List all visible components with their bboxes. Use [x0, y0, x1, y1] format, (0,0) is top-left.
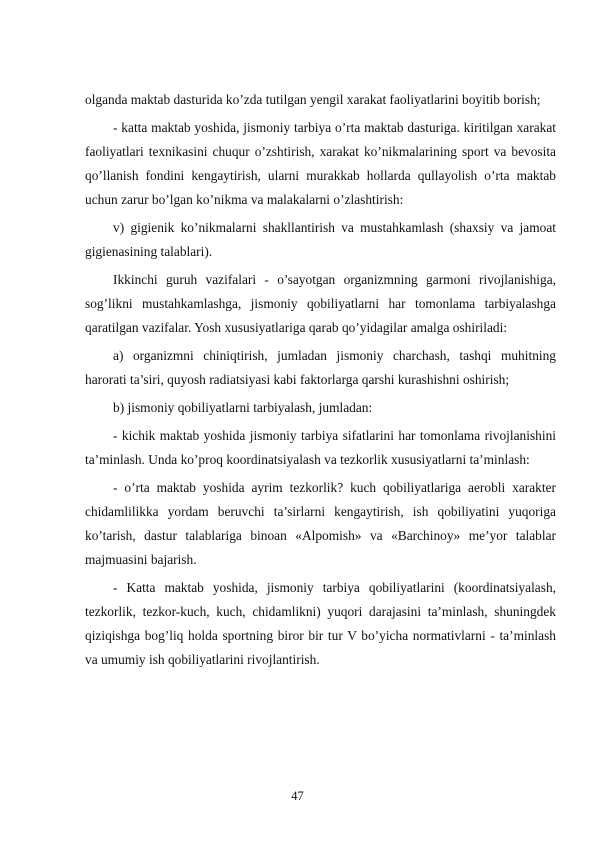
paragraph-1: olganda maktab dasturida ko’zda tutilgan yengil xarakat faoliyatlarini boyitib borish; — [85, 92, 541, 107]
document-body — [85, 88, 556, 676]
paragraph-5: a) organizmni chiniqtirish, jumladan jismoniy charchash, tashqi muhitning harorati ta’siri, quyosh radiatsiyasi kabi faktorlarga qarshi kurashishni oshirish; — [85, 348, 556, 387]
paragraph-2: - katta maktab yoshida, jismoniy tarbiya o’rta maktab dasturiga. kiritilgan xarakat faoliyatlari texnikasini chuqur o’zshtirish, xarakat ko’nikmalarining sport va bevosita qo’llanish fondini kengaytirish, ularni murakkab hollarda qullayolish o’rta maktab uchun zarur bo’lgan ko’nikma va malakalarni o’zlashtirish: — [85, 120, 556, 207]
paragraph-4: Ikkinchi guruh vazifalari - o’sayotgan organizmning garmoni rivojlanishiga, sog’likni mustahkamlashga, jismoniy qobiliyatlarni har tomonlama tarbiyalashga qaratilgan vazifalar. Yosh xususiyatlariga qarab qo’yidagilar amalga oshiriladi: — [85, 272, 556, 335]
paragraph-9: - Katta maktab yoshida, jismoniy tarbiya qobiliyatlarini (koordinatsiyalash, tezkorlik, tezkor-kuch, kuch, chidamlikni) yuqori darajasini ta’minlash, shuningdek qiziqishga bog’liq holda sportning biror bir tur V bo’yicha normativlarni - ta’minlash va umumiy ish qobiliyatlarini rivojlantirish. — [85, 580, 556, 667]
page-number: 47 — [291, 789, 304, 803]
paragraph-3: v) gigienik ko’nikmalarni shakllantirish va mustahkamlash (shaxsiy va jamoat gigienasining talablari). — [85, 220, 556, 259]
paragraph-6: b) jismoniy qobiliyatlarni tarbiyalash, jumladan: — [113, 400, 373, 415]
paragraph-8: - o’rta maktab yoshida ayrim tezkorlik? kuch qobiliyatlariga aerobli xarakter chidamlilikka yordam beruvchi ta’sirlarni kengaytirish, ish qobiliyatini yuqoriga ko’tarish, dastur talablariga binoan «Alpomish» va «Barchinoy» me’yor talablar majmuasini bajarish. — [85, 480, 556, 567]
paragraph-7: - kichik maktab yoshida jismoniy tarbiya sifatlarini har tomonlama rivojlanishini ta’minlash. Unda ko’proq koordinatsiyalash va tezkorlik xususiyatlarni ta’minlash: — [85, 428, 556, 467]
